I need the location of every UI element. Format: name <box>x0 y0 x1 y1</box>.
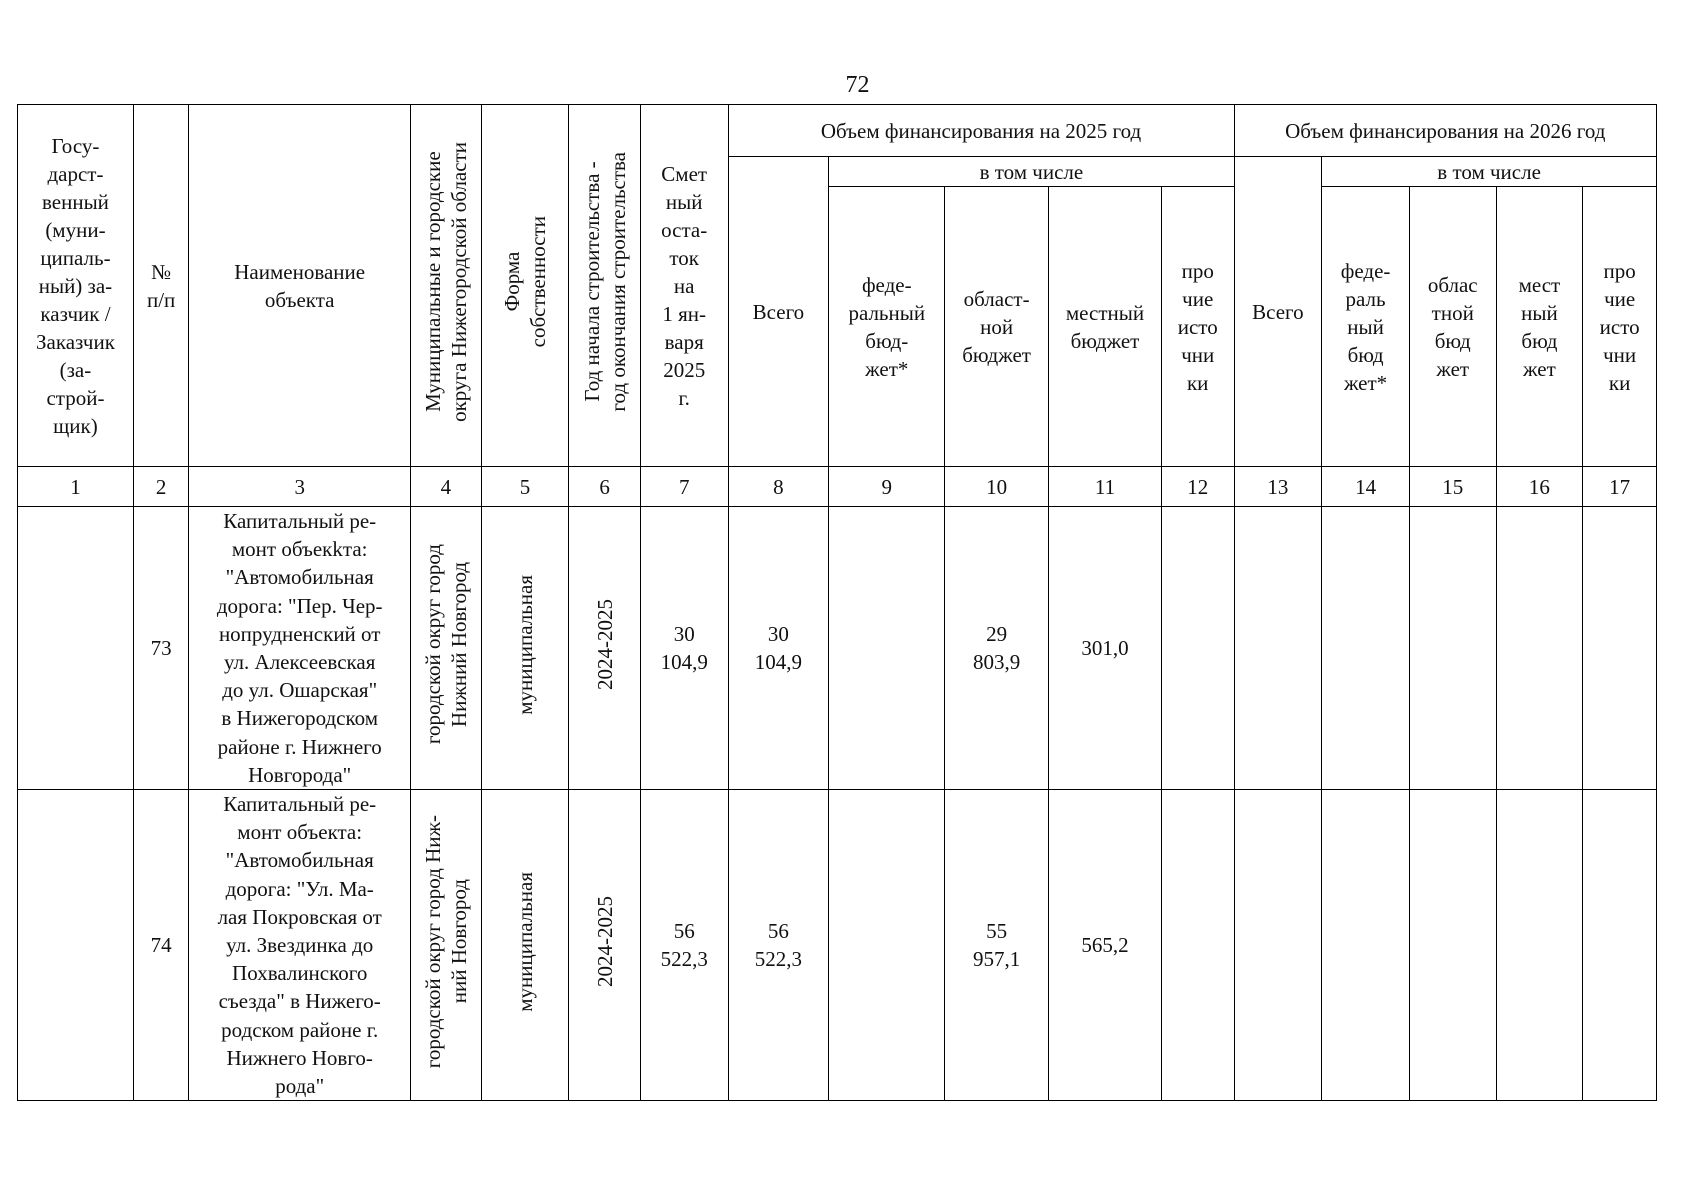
cell-local-2026 <box>1496 790 1583 1101</box>
cell-number: 73 <box>133 507 188 790</box>
cell-regional-2025: 55 957,1 <box>945 790 1049 1101</box>
cell-other-2025 <box>1161 507 1234 790</box>
table-row <box>18 790 1657 1101</box>
cell-municipality: городской округ город Ниж- ний Новгород <box>411 790 482 1101</box>
cell-total-2026 <box>1234 507 1322 790</box>
header-years: Год начала строительства - год окончания строительства <box>569 105 641 467</box>
column-number: 15 <box>1409 467 1496 507</box>
header-funding-2025: Объем финансирования на 2025 год <box>728 105 1234 157</box>
header-total-2026: Всего <box>1234 157 1322 467</box>
cell-other-2025 <box>1161 790 1234 1101</box>
column-number: 5 <box>481 467 569 507</box>
cell-federal-2026 <box>1322 790 1410 1101</box>
cell-federal-2025 <box>829 790 945 1101</box>
header-regional-2025: област- ной бюджет <box>945 187 1049 467</box>
column-number: 6 <box>569 467 641 507</box>
column-number: 3 <box>189 467 411 507</box>
column-number: 7 <box>640 467 728 507</box>
column-number: 1 <box>18 467 134 507</box>
cell-regional-2026 <box>1409 790 1496 1101</box>
cell-federal-2025 <box>829 507 945 790</box>
cell-ownership: муниципальная <box>481 790 569 1101</box>
cell-ownership: муниципальная <box>481 507 569 790</box>
cell-local-2025: 565,2 <box>1049 790 1162 1101</box>
table-row <box>18 507 1657 790</box>
cell-estimate-balance: 30 104,9 <box>640 507 728 790</box>
cell-regional-2025: 29 803,9 <box>945 507 1049 790</box>
cell-total-2026 <box>1234 790 1322 1101</box>
column-number: 4 <box>411 467 482 507</box>
cell-local-2026 <box>1496 507 1583 790</box>
cell-years: 2024-2025 <box>569 507 641 790</box>
cell-customer <box>18 507 134 790</box>
column-number: 16 <box>1496 467 1583 507</box>
header-including-2026: в том числе <box>1322 157 1657 187</box>
header-regional-2026: облас тной бюд жет <box>1409 187 1496 467</box>
header-including-2025: в том числе <box>829 157 1234 187</box>
cell-customer <box>18 790 134 1101</box>
header-federal-2026: феде- раль ный бюд жет* <box>1322 187 1410 467</box>
column-number: 10 <box>945 467 1049 507</box>
header-customer: Госу- дарст- венный (муни- ципаль- ный) за- казчик / Заказчик (за- строй- щик) <box>18 105 134 467</box>
column-numbers-row <box>18 467 1657 507</box>
header-total-2025: Всего <box>728 157 829 467</box>
column-number: 17 <box>1583 467 1657 507</box>
page-number: 72 <box>845 72 870 98</box>
investment-program-table <box>17 104 1657 1101</box>
cell-object-name: Капитальный ре- монт объекта: "Автомобильная дорога: "Ул. Ма- лая Покровская от ул. Звездинка до Похвалинского съезда" в Нижего- родском районе г. Нижнего Новго- рода" <box>189 790 411 1101</box>
cell-years: 2024-2025 <box>569 790 641 1101</box>
header-local-2025: местный бюджет <box>1049 187 1162 467</box>
cell-federal-2026 <box>1322 507 1410 790</box>
column-number: 14 <box>1322 467 1410 507</box>
column-number: 12 <box>1161 467 1234 507</box>
cell-local-2025: 301,0 <box>1049 507 1162 790</box>
cell-estimate-balance: 56 522,3 <box>640 790 728 1101</box>
header-other-2026: про чие исто чни ки <box>1583 187 1657 467</box>
column-number: 9 <box>829 467 945 507</box>
cell-other-2026 <box>1583 790 1657 1101</box>
header-local-2026: мест ный бюд жет <box>1496 187 1583 467</box>
header-number: № п/п <box>133 105 188 467</box>
header-municipality: Муниципальные и городские округа Нижегородской области <box>411 105 482 467</box>
column-number: 11 <box>1049 467 1162 507</box>
cell-other-2026 <box>1583 507 1657 790</box>
column-number: 8 <box>728 467 829 507</box>
cell-regional-2026 <box>1409 507 1496 790</box>
column-number: 13 <box>1234 467 1322 507</box>
header-funding-2026: Объем финансирования на 2026 год <box>1234 105 1656 157</box>
cell-total-2025: 30 104,9 <box>728 507 829 790</box>
header-estimate-balance: Смет ный оста- ток на 1 ян- варя 2025 г. <box>640 105 728 467</box>
cell-number: 74 <box>133 790 188 1101</box>
header-other-2025: про чие исто чни ки <box>1161 187 1234 467</box>
column-number: 2 <box>133 467 188 507</box>
header-ownership: Форма собственности <box>481 105 569 467</box>
cell-total-2025: 56 522,3 <box>728 790 829 1101</box>
cell-municipality: городской округ город Нижний Новгород <box>411 507 482 790</box>
header-object-name: Наименование объекта <box>189 105 411 467</box>
cell-object-name: Капитальный ре- монт объекkта: "Автомобильная дорога: "Пер. Чер- нопрудненский от ул. Алексеевская до ул. Ошарская" в Нижегородском районе г. Нижнего Новгорода" <box>189 507 411 790</box>
header-federal-2025: феде- ральный бюд- жет* <box>829 187 945 467</box>
